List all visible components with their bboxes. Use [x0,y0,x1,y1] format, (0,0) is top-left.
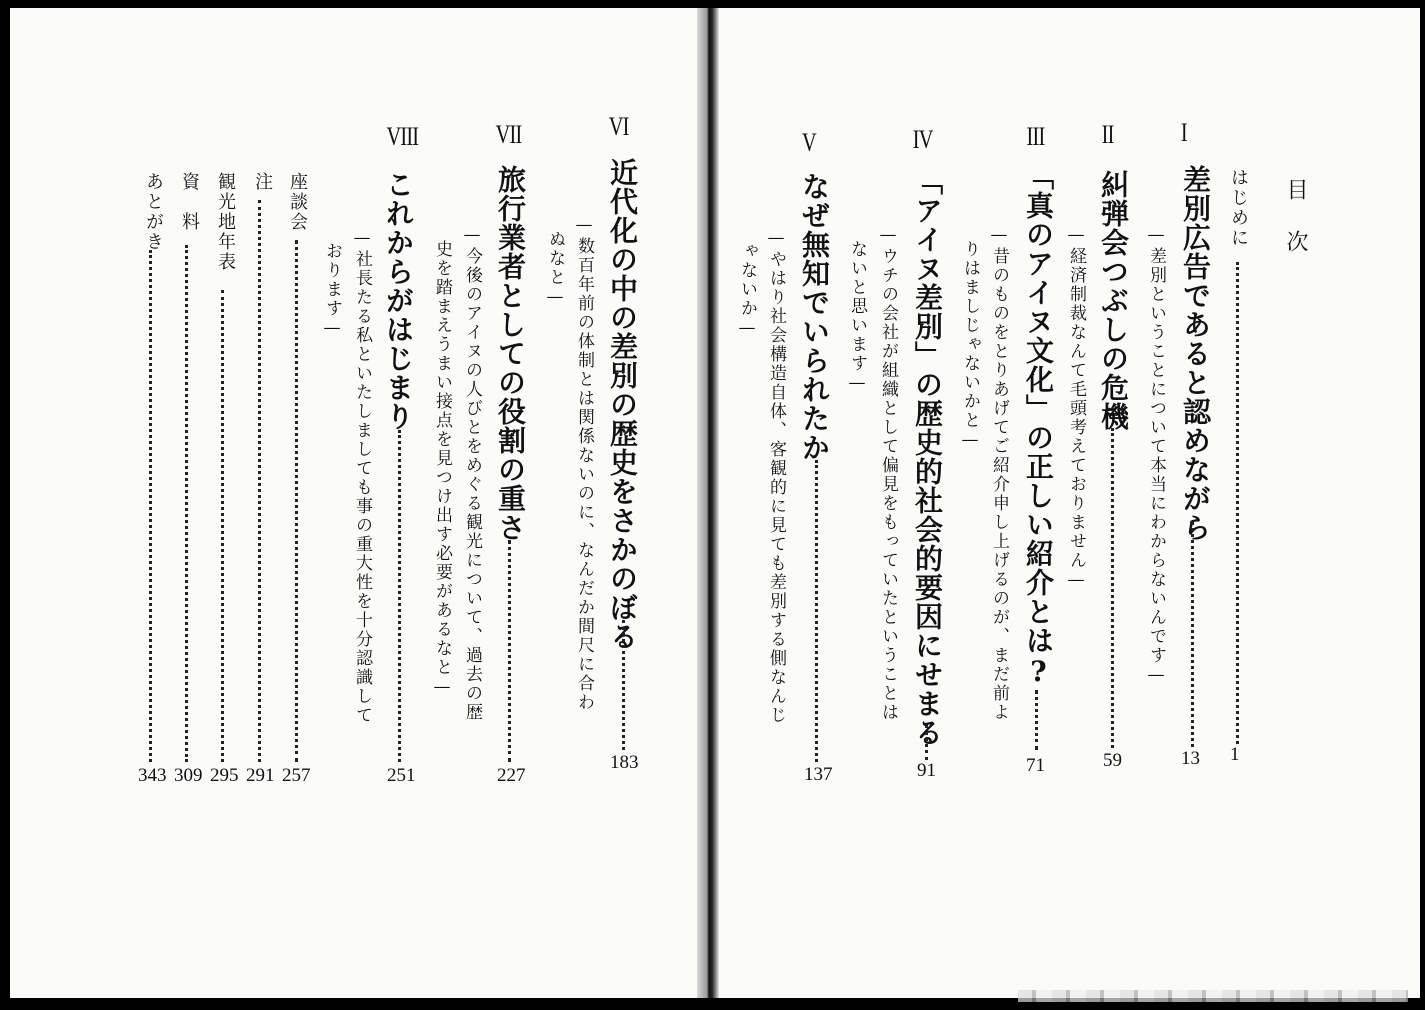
chapter-numeral: VIII [386,122,419,151]
chapter-subtitle: —数百年前の体制とは関係ないのに、なんだか間尺に合わ [574,215,594,712]
chapter-title: 近代化の中の差別の歴史をさかのぼる [606,158,639,651]
back-title: あとがき [143,172,164,252]
chapter-subtitle: ないと思います— [847,240,867,395]
chapter-subtitle: ゃないか— [737,242,757,340]
chapter-subtitle: —昔のものをとりあげてご紹介申し上げるのが、まだ前よ [989,225,1009,722]
back-title: 観光地年表 [215,172,236,272]
leader-dots [258,200,261,762]
leader-dots [398,430,401,762]
chapter-subtitle: りはましじゃないかと— [960,240,980,452]
page-number: 291 [246,765,275,786]
chapter-title: 旅行業者としての役割の重さ [494,165,527,542]
chapter-numeral: II [1101,120,1114,149]
page-number: 257 [282,765,311,786]
leader-dots [149,250,152,762]
leader-dots [1111,428,1114,748]
back-title: 注 [252,172,273,192]
chapter-numeral: IV [912,125,933,154]
chapter-title: 糾弾会つぶしの危機 [1097,170,1130,431]
chapter-subtitle: —やはり社会構造自体、客観的に見ても差別する側なんじ [766,228,786,725]
chapter-numeral: I [1180,118,1187,147]
book-gutter [697,8,719,998]
page-number: 309 [174,765,203,786]
page-number: 251 [387,765,416,786]
back-title: 資 料 [179,172,200,232]
chapter-subtitle: 史を踏まえうまい接点を見つけ出す必要があるなと— [432,240,452,699]
leader-dots [1236,262,1239,744]
chapter-subtitle: おります— [322,242,342,340]
page-number: 91 [917,760,936,781]
page-number: 137 [804,764,833,785]
chapter-subtitle: —社長たる私といたしましても事の重大性を十分認識して [352,228,372,725]
chapter-subtitle: —今後のアイヌの人びとをめぐる観光について、過去の歴 [462,225,482,722]
chapter-numeral: VII [495,120,522,149]
chapter-title: 「アイヌ差別」の歴史的社会的要因にせまる [911,167,944,747]
leader-dots [508,540,511,762]
page-number: 1 [1230,744,1240,765]
chapter-subtitle: —ウチの会社が組織として偏見をもっていたということは [878,225,898,722]
page-number: 13 [1181,748,1200,769]
page-number: 183 [610,752,639,773]
leader-dots [185,245,188,762]
chapter-title: なぜ無知でいられたか [798,172,831,462]
chapter-subtitle: —差別ということについて本当にわからないんです— [1146,225,1166,687]
page-number: 295 [210,765,239,786]
page-number: 71 [1026,755,1045,776]
page-edge [1018,990,1408,1002]
chapter-subtitle: —経済制裁なんて毛頭考えておりません— [1066,225,1086,592]
chapter-title: 差別広告であると認めながら [1179,165,1212,542]
chapter-numeral: VI [608,112,629,141]
leader-dots [221,290,224,762]
leader-dots [925,725,928,760]
leader-dots [815,460,818,762]
chapter-subtitle: ぬなと— [545,230,565,309]
leader-dots [1191,522,1194,747]
chapter-numeral: V [801,128,816,157]
leader-dots [1035,690,1038,750]
page-number: 343 [138,765,167,786]
back-title: 座談会 [287,172,308,232]
chapter-numeral: III [1026,122,1045,151]
front-title: はじめに [1228,168,1249,248]
leader-dots [295,240,298,762]
chapter-title: 「真のアイヌ文化」の正しい紹介とは? [1022,162,1055,689]
page-number: 59 [1103,750,1122,771]
leader-dots [622,620,625,750]
chapter-title: これからがはじまり [382,170,415,431]
page-number: 227 [497,765,526,786]
toc-heading: 目次 [1283,178,1308,282]
